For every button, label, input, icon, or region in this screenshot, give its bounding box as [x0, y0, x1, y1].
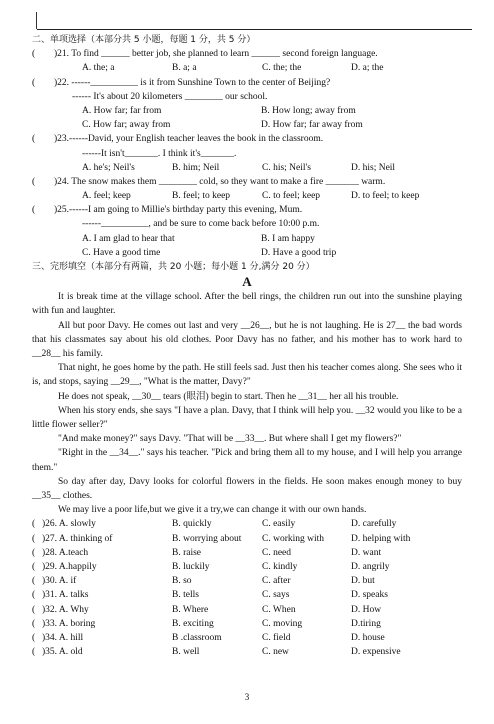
option-d: D. How far; far away from	[261, 120, 363, 131]
question-stem-reply: ------ It's about 20 kilometers ________ our school.	[72, 91, 268, 102]
option-c: C. kindly	[262, 562, 298, 572]
option-a: )35. A. old	[42, 647, 83, 658]
question-25	[32, 203, 462, 217]
option-c: C. working with	[262, 533, 325, 544]
cloze-option-row	[32, 532, 462, 546]
passage-paragraph: "Right in the __34__." says his teacher. "Pick and bring them all to my house, and I will help you arrange them."	[32, 448, 462, 473]
page-number: 3	[244, 692, 250, 702]
cloze-option-row	[32, 560, 462, 574]
question-22-options-2	[32, 118, 462, 132]
option-d: D. expensive	[351, 647, 401, 658]
option-d: D. speaks	[351, 590, 388, 601]
option-b: B. exciting	[172, 618, 214, 629]
passage-paragraph: We may live a poor life,but we give it a try,we can change it with our own hands.	[58, 505, 367, 516]
top-rule	[37, 29, 472, 30]
passage-paragraph: He does not speak, __30__ tears (眼泪) begin to start. Then he __31__ her all his trouble.	[58, 391, 399, 402]
passage-paragraph: When his story ends, she says "I have a plan. Davy, that I think will help you. __32 would you like to be a little flower seller?"	[32, 405, 462, 431]
answer-paren: (	[32, 547, 36, 558]
option-d: D. carefully	[351, 519, 397, 530]
question-stem: )22. ------__________ is it from Sunshine Town to the center of Beijing?	[54, 77, 331, 88]
answer-paren: (	[32, 77, 36, 88]
option-d: D. but	[351, 576, 375, 587]
option-c: C. his; Neil's	[262, 162, 311, 173]
option-b: B. well	[172, 647, 200, 658]
question-24-options	[32, 189, 462, 203]
question-25-options-2	[32, 246, 462, 260]
cloze-options	[32, 517, 462, 659]
option-a: A. I am glad to hear that	[82, 233, 175, 244]
answer-paren: (	[32, 604, 36, 615]
option-d: D. want	[351, 547, 382, 558]
option-c: C. after	[262, 576, 291, 587]
option-d: D.tiring	[351, 618, 381, 629]
passage-paragraph: All but poor Davy. He comes out last and very __26__, but he is not laughing. He is 27__ the bad words that his classmates say about his old clothes. Poor Davy has no father, and his mother has to work hard to __28__ his family.	[32, 320, 462, 359]
question-23-options	[32, 161, 462, 175]
option-c: C. new	[262, 647, 289, 658]
cloze-option-row	[32, 546, 462, 560]
option-c: C. need	[262, 547, 292, 558]
answer-paren: (	[32, 618, 36, 629]
question-stem-reply: ------__________, and be sure to come back before 10:00 p.m.	[82, 219, 320, 230]
option-b: B. him; Neil	[172, 162, 220, 173]
option-c: C. the; the	[262, 63, 302, 74]
question-21	[32, 47, 462, 61]
answer-paren: (	[32, 49, 36, 60]
option-c: C. says	[262, 590, 290, 601]
cloze-option-row	[32, 588, 462, 602]
answer-paren: (	[32, 647, 36, 658]
option-a: )31. A. talks	[42, 590, 89, 601]
option-a: )28. A.teach	[42, 547, 89, 558]
option-a: )33. A. boring	[42, 618, 96, 629]
question-21-options	[32, 61, 462, 75]
option-b: B. luckily	[172, 562, 210, 572]
option-c: C. to feel; keep	[262, 191, 321, 202]
question-25-options-1	[32, 232, 462, 246]
option-d: D. his; Neil	[351, 162, 396, 173]
option-b: B. quickly	[172, 519, 212, 530]
question-stem: )21. To find ______ better job, she planned to learn ______ second foreign language.	[54, 49, 378, 60]
cloze-option-row	[32, 631, 462, 645]
option-c: C. field	[262, 632, 291, 643]
option-b: B. Where	[172, 604, 209, 615]
cloze-option-row	[32, 645, 462, 659]
question-25-reply	[32, 217, 462, 231]
passage-title: A	[242, 274, 252, 290]
option-a: )34. A. hill	[42, 632, 84, 643]
question-24	[32, 175, 462, 189]
page-content	[32, 33, 462, 659]
option-c: C. When	[262, 604, 296, 615]
option-b: B. I am happy	[261, 233, 315, 244]
option-a: )29. A.happily	[42, 562, 97, 572]
option-a: A. feel; keep	[82, 191, 131, 202]
option-a: )26. A. slowly	[42, 519, 96, 530]
section2-heading: 二、单项选择（本部分共 5 小题，每题 1 分，共 5 分）	[32, 35, 256, 45]
option-b: B .classroom	[172, 632, 222, 643]
option-c: C. Have a good time	[82, 247, 161, 258]
answer-paren: (	[32, 519, 36, 530]
option-d: D. angrily	[351, 562, 390, 572]
option-a: )30. A. if	[42, 576, 77, 587]
passage-paragraph: So day after day, Davy looks for colorful flowers in the fields. He soon makes enough money to buy __35__ clothes.	[32, 476, 462, 502]
cloze-option-row	[32, 517, 462, 531]
question-stem: )23.------David, your English teacher leaves the book in the classroom.	[54, 134, 324, 145]
passage-paragraph: That night, he goes home by the path. He still feels sad. Just then his teacher comes along. She sees who it is, and stops, saying __29__, "What is the matter, Davy?"	[32, 363, 462, 388]
option-b: B. raise	[172, 547, 202, 558]
option-b: B. How long; away from	[261, 105, 356, 116]
option-a: A. How far; far from	[82, 105, 162, 116]
option-a: )27. A. thinking of	[42, 533, 113, 544]
option-d: D. to feel; to keep	[351, 191, 420, 202]
question-22-options-1	[32, 104, 462, 118]
answer-paren: (	[32, 562, 36, 572]
option-c: C. moving	[262, 618, 303, 629]
option-b: B. worrying about	[172, 533, 242, 544]
option-a: A. he's; Neil's	[82, 162, 135, 173]
answer-paren: (	[32, 590, 36, 601]
passage-paragraph: "And make money?" says Davy. "That will be __33__. But where shall I get my flowers?"	[58, 434, 402, 445]
question-23-reply	[32, 147, 462, 161]
question-stem-reply: ------It isn't_______. I think it's_______.	[82, 148, 237, 159]
question-22	[32, 76, 462, 90]
section3-heading: 三、完形填空（本部分有两篇，共 20 小题；每小题 1 分,满分 20 分）	[32, 262, 315, 272]
question-stem: )24. The snow makes them ________ cold, so they want to make a fire _______ warm.	[54, 176, 386, 187]
answer-paren: (	[32, 632, 36, 643]
option-d: D. house	[351, 632, 385, 643]
passage-paragraph: It is break time at the village school. After the bell rings, the children run out into the sunshine playing with fun and laughter.	[32, 292, 462, 317]
option-d: D. helping with	[351, 533, 411, 544]
option-a: )32. A. Why	[42, 604, 89, 615]
question-22-reply	[32, 90, 462, 104]
option-b: B. so	[172, 576, 192, 587]
answer-paren: (	[32, 205, 36, 216]
answer-paren: (	[32, 176, 36, 187]
option-a: A. the; a	[82, 63, 115, 74]
option-c: C. How far; away from	[82, 120, 171, 131]
answer-paren: (	[32, 533, 36, 544]
cloze-option-row	[32, 603, 462, 617]
question-23	[32, 132, 462, 146]
cloze-option-row	[32, 574, 462, 588]
question-stem: )25.------I am going to Millie's birthday party this evening, Mum.	[54, 205, 303, 216]
answer-paren: (	[32, 576, 36, 587]
margin-tick	[36, 12, 37, 29]
option-d: D. How	[351, 604, 382, 615]
option-c: C. easily	[262, 519, 296, 530]
answer-paren: (	[32, 134, 36, 145]
option-b: B. tells	[172, 590, 199, 601]
option-d: D. Have a good trip	[261, 247, 337, 258]
option-d: D. a; the	[351, 63, 384, 74]
option-b: B. a; a	[172, 63, 197, 74]
option-b: B. feel; to keep	[172, 191, 231, 202]
cloze-option-row	[32, 617, 462, 631]
